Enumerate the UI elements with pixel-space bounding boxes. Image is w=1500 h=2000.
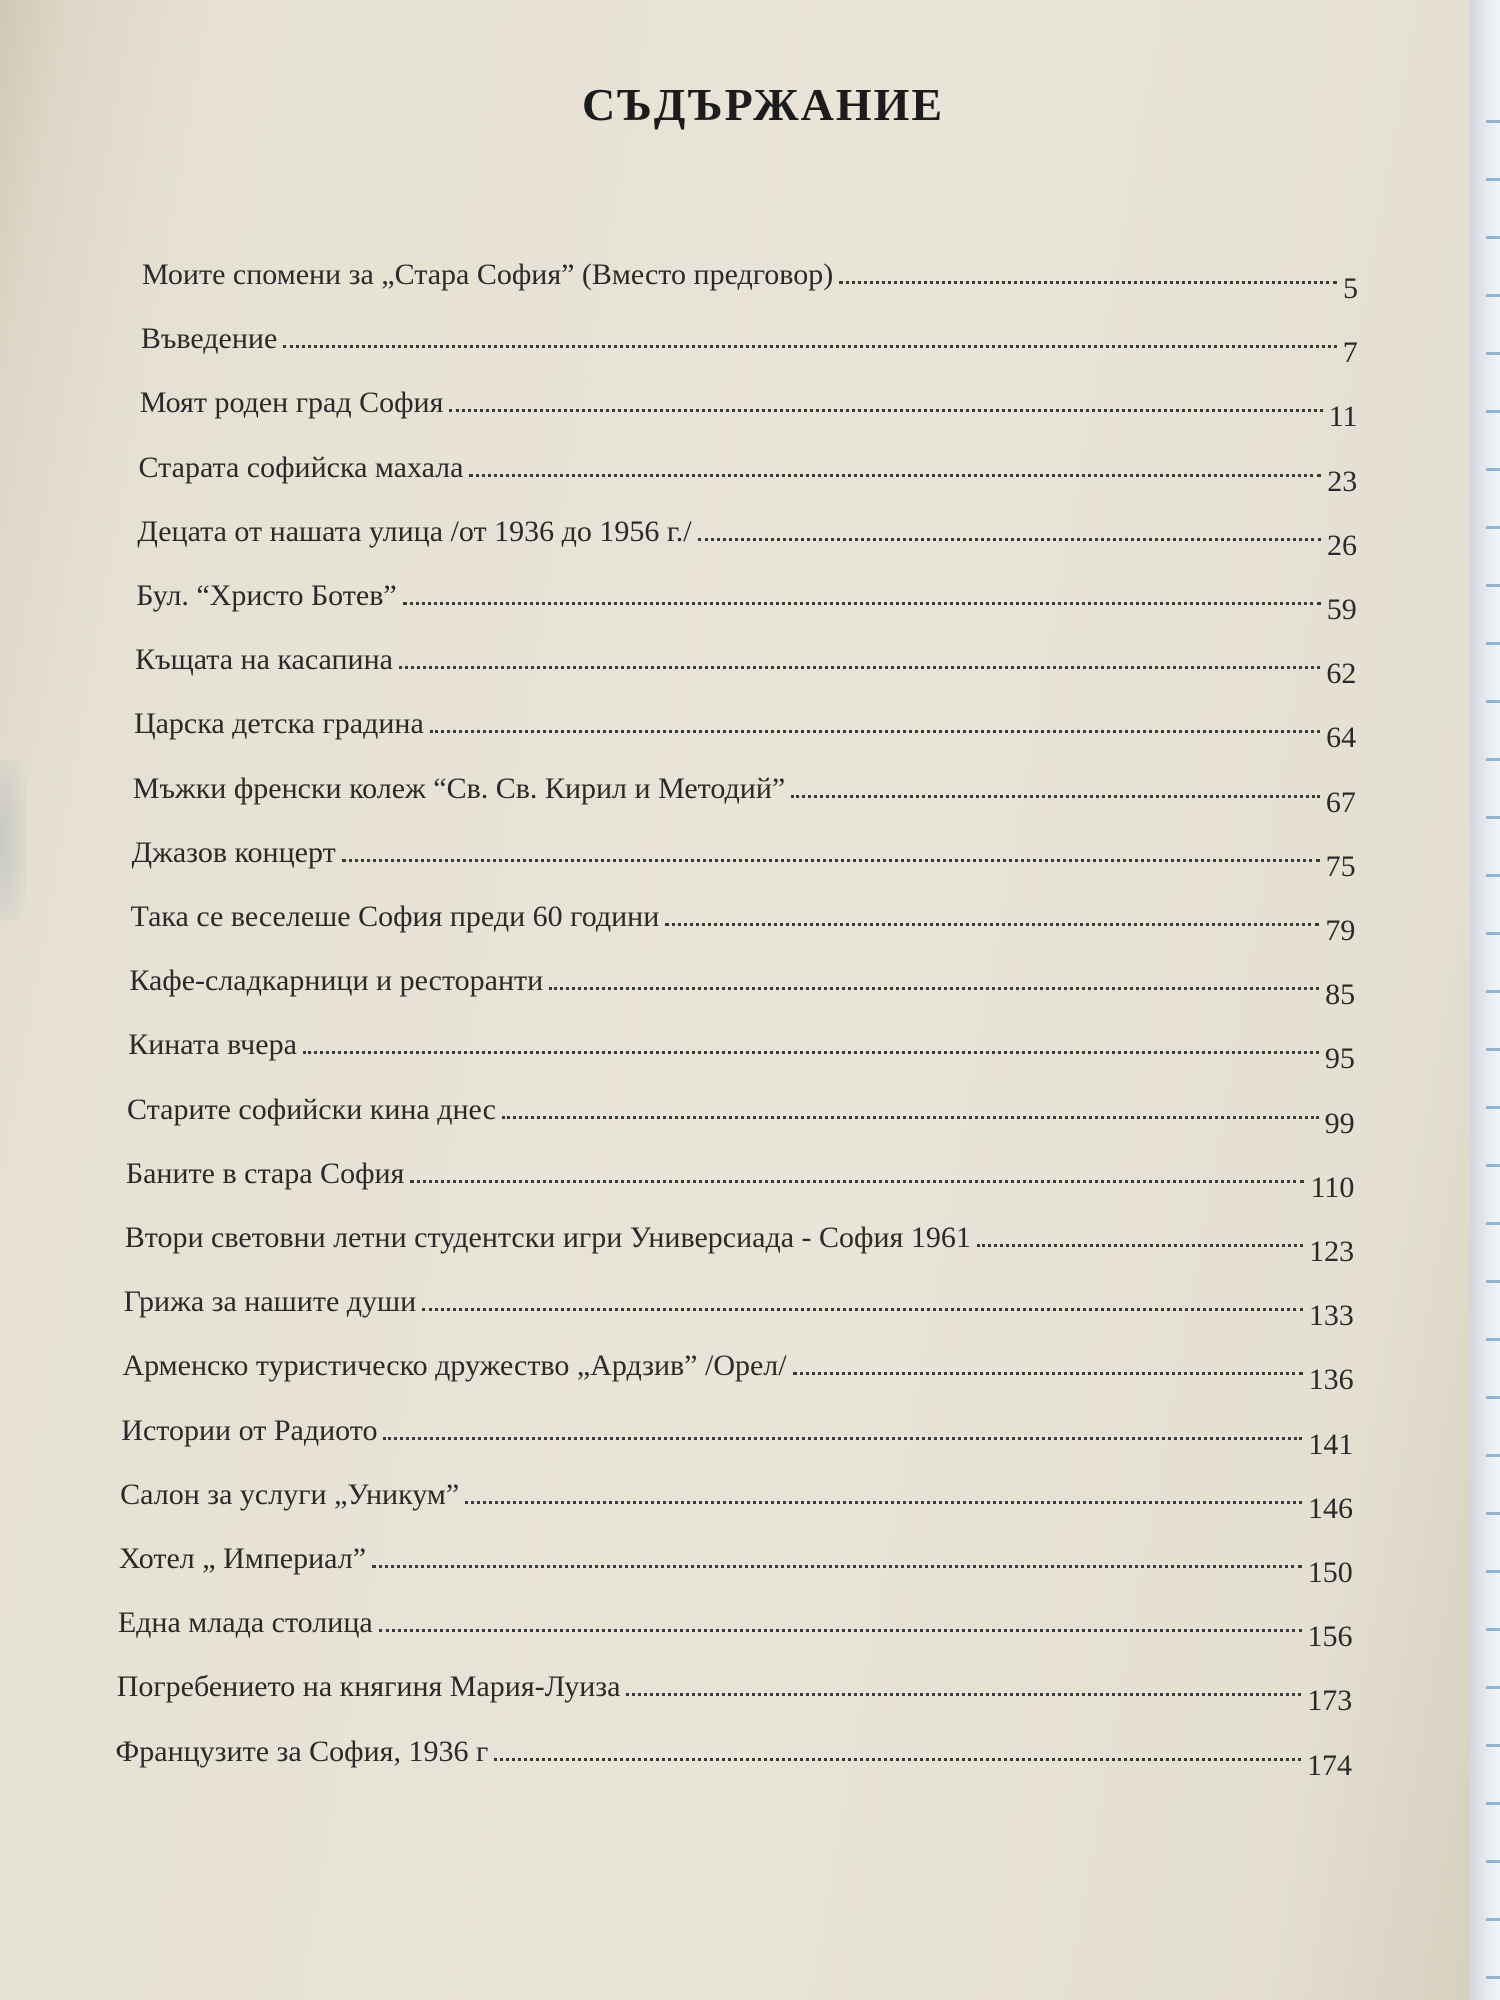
toc-entry-title: Старите софийски кина днес: [127, 1092, 496, 1126]
toc-entry: [132, 766, 1356, 819]
toc-entry: [138, 445, 1358, 498]
notebook-line-mark: [1486, 294, 1500, 297]
toc-entry: [131, 830, 1356, 883]
toc-page-number: 23: [1327, 464, 1358, 498]
toc-entry: [142, 252, 1358, 305]
dot-leader: [383, 1437, 1302, 1440]
toc-entry: [119, 1536, 1353, 1589]
notebook-line-mark: [1486, 874, 1500, 877]
toc-entry: [121, 1408, 1354, 1461]
toc-page-number: 110: [1310, 1170, 1355, 1204]
notebook-line-mark: [1486, 584, 1500, 587]
dot-leader: [342, 859, 1320, 862]
toc-entry-title: Въведение: [140, 322, 278, 356]
toc-entry-title: Погребението на княгиня Мария-Луиза: [116, 1670, 621, 1704]
toc-entry: [133, 701, 1357, 755]
toc-entry: [136, 573, 1357, 626]
dot-leader: [494, 1758, 1301, 1761]
dot-leader: [977, 1244, 1303, 1247]
toc-entry-title: Втори световни летни студентски игри Универсиада - София 1961: [124, 1221, 971, 1254]
dot-leader: [469, 474, 1321, 477]
notebook-line-mark: [1486, 468, 1500, 471]
dot-leader: [502, 1116, 1319, 1119]
toc-entry-title: Баните в стара София: [125, 1156, 405, 1190]
dot-leader: [410, 1180, 1304, 1183]
notebook-line-mark: [1486, 1512, 1500, 1515]
toc-page-number: 99: [1324, 1106, 1355, 1140]
toc-entry-title: Моят роден град София: [139, 386, 444, 420]
notebook-line-mark: [1486, 816, 1500, 819]
toc-entry-title: Мъжки френски колеж “Св. Св. Кирил и Методий”: [132, 771, 786, 805]
toc-entry: [128, 1022, 1355, 1076]
notebook-line-mark: [1486, 1048, 1500, 1051]
dot-leader: [793, 1372, 1303, 1375]
notebook-edge: [1470, 0, 1500, 2000]
notebook-line-mark: [1486, 1976, 1500, 1979]
toc-entry: [124, 1215, 1355, 1268]
dot-leader: [399, 666, 1320, 669]
dot-leader: [626, 1693, 1301, 1696]
notebook-line-mark: [1486, 1628, 1500, 1631]
toc-entry-title: Къщата на касапина: [135, 643, 393, 677]
dot-leader: [422, 1308, 1303, 1311]
dot-leader: [430, 730, 1320, 733]
toc-entry-title: Арменско туристическо дружество „Ардзив” /Орел/: [122, 1349, 787, 1383]
toc-entry: [123, 1279, 1354, 1333]
notebook-line-mark: [1486, 120, 1500, 123]
toc-entry-title: Грижа за нашите души: [123, 1285, 417, 1319]
toc-entry: [120, 1472, 1354, 1525]
notebook-line-mark: [1486, 1164, 1500, 1167]
toc-entry: [115, 1729, 1353, 1782]
toc-entry-title: Кината вчера: [128, 1028, 297, 1062]
page-title: СЪДЪРЖАНИЕ: [581, 79, 945, 130]
toc-entry: [139, 380, 1358, 434]
dot-leader: [303, 1051, 1319, 1054]
toc-page-number: 67: [1325, 785, 1356, 819]
toc-entry-title: Хотел „ Империал”: [119, 1542, 367, 1575]
notebook-line-mark: [1486, 1338, 1500, 1341]
toc-entry: [122, 1343, 1354, 1397]
toc-page-number: 123: [1309, 1235, 1355, 1268]
toc-page-number: 141: [1308, 1427, 1354, 1461]
dot-leader: [665, 923, 1319, 926]
notebook-line-mark: [1486, 700, 1500, 703]
toc-page-number: 156: [1307, 1620, 1353, 1654]
notebook-line-mark: [1486, 1280, 1500, 1283]
dot-leader: [403, 602, 1321, 605]
toc-page-number: 150: [1307, 1556, 1353, 1589]
toc-page-number: 75: [1325, 849, 1356, 883]
toc-entry-title: Джазов концерт: [131, 835, 336, 869]
dot-leader: [698, 538, 1321, 541]
dot-leader: [465, 1501, 1302, 1504]
toc-entry: [140, 316, 1358, 370]
toc-entry-title: Кафе-сладкарници и ресторанти: [129, 964, 544, 998]
notebook-line-mark: [1486, 1396, 1500, 1399]
toc-page-number: 133: [1308, 1299, 1354, 1333]
toc-entry-title: Бул. “Христо Ботев”: [136, 579, 397, 612]
toc-page-number: 173: [1307, 1684, 1353, 1718]
notebook-line-mark: [1486, 236, 1500, 239]
notebook-line-mark: [1486, 352, 1500, 355]
notebook-line-mark: [1486, 1570, 1500, 1573]
toc-page-number: 79: [1325, 914, 1356, 947]
toc-page-number: 7: [1342, 336, 1358, 370]
dot-leader: [283, 345, 1336, 348]
notebook-line-mark: [1486, 526, 1500, 529]
toc-page-number: 64: [1326, 721, 1357, 755]
toc-page-number: 59: [1326, 593, 1357, 626]
dot-leader: [449, 409, 1322, 412]
dot-leader: [791, 795, 1320, 798]
toc-entry-title: Французите за София, 1936 г: [115, 1734, 489, 1768]
toc-entry-title: Царска детска градина: [133, 707, 424, 741]
toc-page-number: 95: [1324, 1042, 1355, 1076]
toc-page-number: 85: [1325, 978, 1356, 1012]
notebook-line-mark: [1486, 410, 1500, 413]
toc-entry-title: Старата софийска махала: [138, 450, 464, 484]
notebook-line-mark: [1486, 642, 1500, 645]
notebook-line-mark: [1486, 758, 1500, 761]
toc-page-number: 174: [1307, 1748, 1353, 1782]
notebook-line-mark: [1486, 1454, 1500, 1457]
notebook-line-mark: [1486, 1744, 1500, 1747]
toc-entry: [117, 1600, 1353, 1654]
toc-entry: [129, 958, 1356, 1012]
toc-entry-title: Истории от Радиото: [121, 1413, 378, 1447]
toc-page-number: 136: [1308, 1363, 1354, 1397]
toc-entry-title: Децата от нашата улица /от 1936 до 1956 г./: [137, 514, 692, 548]
notebook-line-mark: [1486, 1918, 1500, 1921]
dot-leader: [839, 281, 1337, 284]
toc-entry: [125, 1151, 1355, 1204]
toc-page-number: 146: [1308, 1491, 1354, 1525]
notebook-line-mark: [1486, 990, 1500, 993]
toc-entry: [116, 1664, 1353, 1718]
toc-page-number: 26: [1326, 528, 1357, 562]
toc-entry: [137, 509, 1357, 562]
toc-entry: [135, 637, 1357, 691]
notebook-line-mark: [1486, 1222, 1500, 1225]
dot-leader: [379, 1629, 1302, 1632]
toc-entry-title: Салон за услуги „Уникум”: [120, 1477, 460, 1511]
notebook-line-mark: [1486, 932, 1500, 935]
toc-entry: [127, 1087, 1355, 1140]
toc-entry-title: Една млада столица: [117, 1606, 373, 1640]
notebook-line-mark: [1486, 1106, 1500, 1109]
notebook-line-mark: [1486, 1860, 1500, 1863]
dot-leader: [372, 1565, 1302, 1568]
notebook-line-mark: [1486, 178, 1500, 181]
dot-leader: [549, 987, 1319, 990]
notebook-line-mark: [1486, 1802, 1500, 1805]
toc-page-number: 62: [1326, 657, 1357, 691]
notebook-line-mark: [1486, 1686, 1500, 1689]
page-shadow: [0, 760, 26, 920]
toc-page-number: 5: [1343, 272, 1358, 305]
toc-entry-title: Моите спомени за „Стара София” (Вместо предговор): [142, 258, 834, 291]
toc-page-number: 11: [1328, 400, 1358, 434]
toc-entry-title: Така се веселеше София преди 60 години: [130, 900, 660, 933]
toc-entry: [130, 894, 1356, 947]
